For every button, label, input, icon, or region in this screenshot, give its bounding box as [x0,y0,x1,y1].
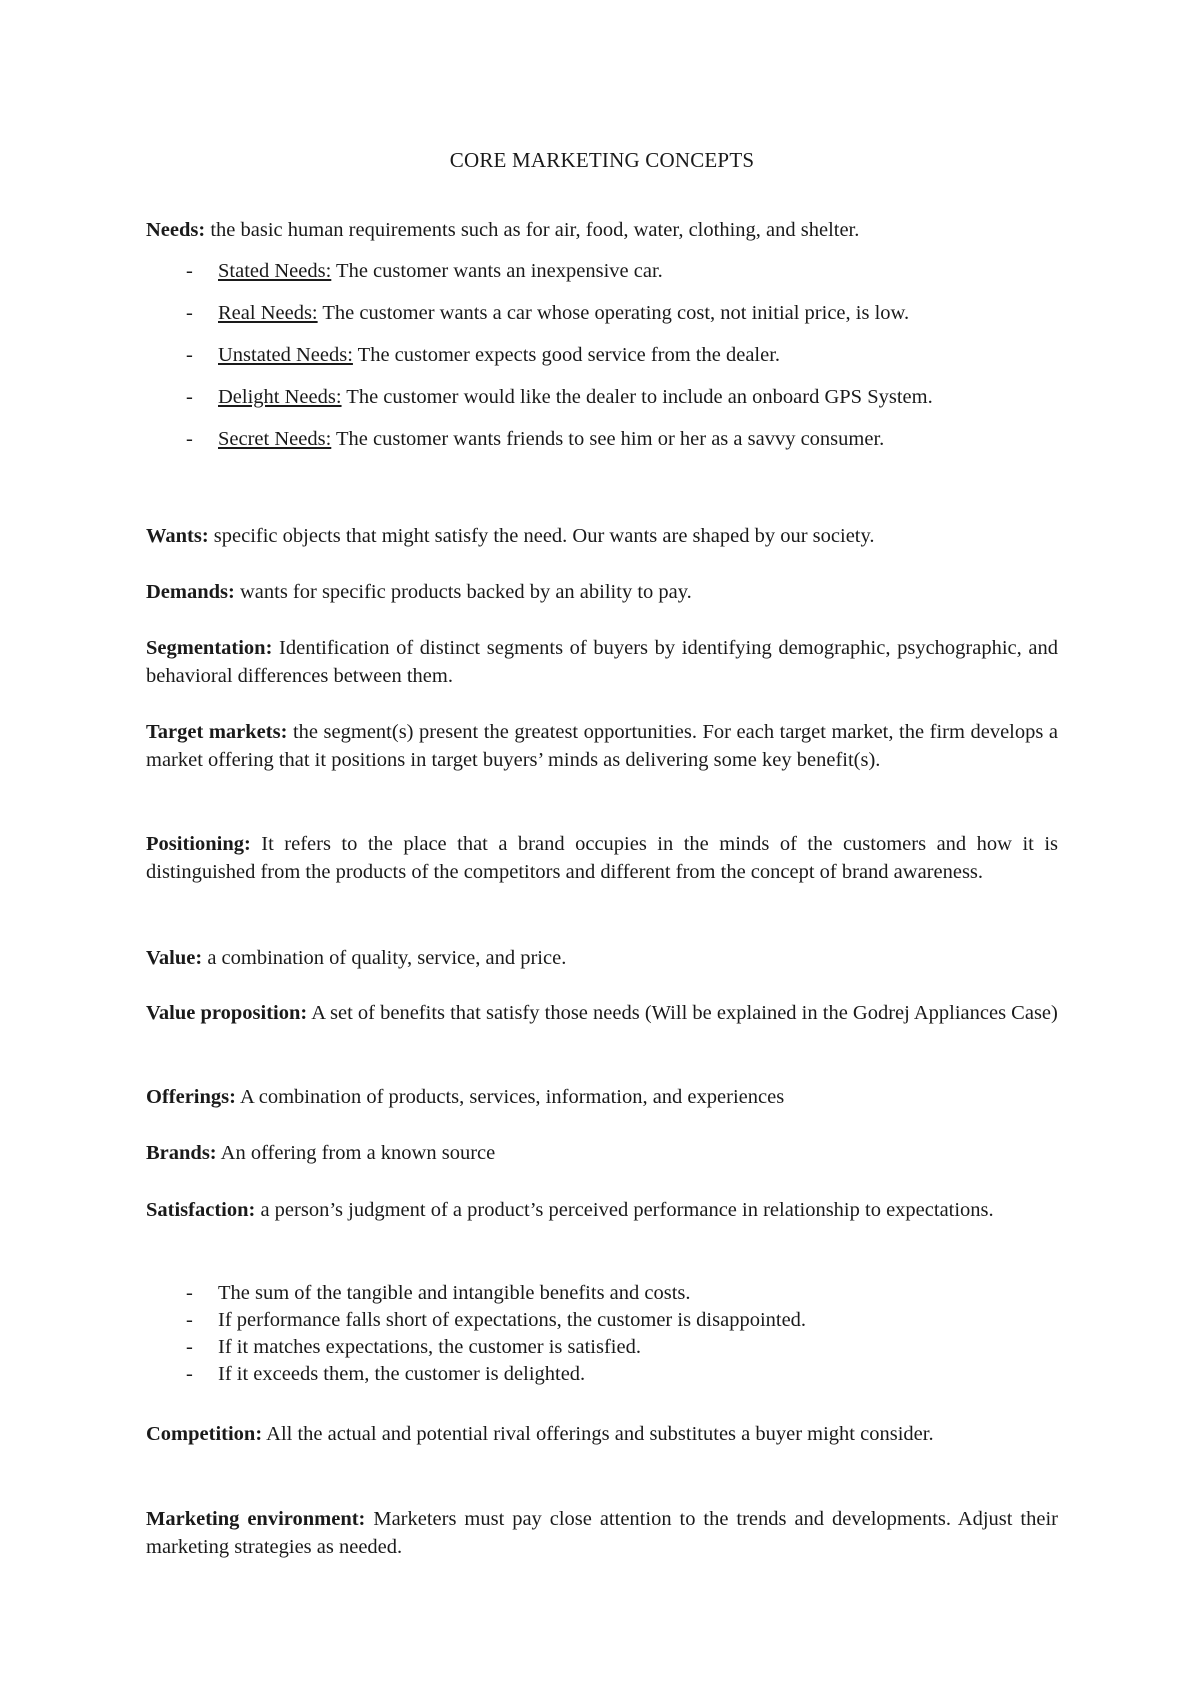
value-text: a combination of quality, service, and price. [202,947,567,969]
needs-definition [146,216,1058,244]
target-markets-text: the segment(s) present the greatest opportunities. For each target market, the firm develops a market offering that it positions in target buyers’ minds as delivering some key benefit(s). [146,721,1058,771]
value-proposition-term: Value proposition: [146,1002,308,1024]
marketing-environment-definition [146,1505,1058,1561]
needs-text: the basic human requirements such as for air, food, water, clothing, and shelter. [205,219,860,241]
list-item: - If it exceeds them, the customer is delighted. [146,1361,1058,1388]
positioning-term: Positioning: [146,833,251,855]
offerings-definition [146,1083,1058,1111]
needs-term: Needs: [146,219,206,241]
list-item-text: The customer expects good service from the dealer. [352,344,781,366]
page-title: CORE MARKETING CONCEPTS [449,148,755,172]
wants-definition [146,522,1058,550]
value-proposition-text: A set of benefits that satisfy those needs (Will be explained in the Godrej Appliances Case) [307,1002,1058,1024]
value-term: Value: [146,947,203,969]
brands-definition [146,1139,1058,1167]
secret-needs-label: Secret Needs: [218,428,332,450]
list-item [146,334,1058,376]
brands-text: An offering from a known source [216,1142,496,1164]
delight-needs-label: Delight Needs: [218,386,342,408]
wants-text: specific objects that might satisfy the need. Our wants are shaped by our society. [208,525,875,547]
unstated-needs-label: Unstated Needs: [218,344,353,366]
satisfaction-term: Satisfaction: [146,1199,256,1221]
needs-list [146,250,1058,460]
list-item [146,376,1058,418]
list-item [146,418,1058,460]
satisfaction-text: a person’s judgment of a product’s perceived performance in relationship to expectations. [255,1199,994,1221]
list-item-text: The customer wants a car whose operating cost, not initial price, is low. [317,302,910,324]
competition-text: All the actual and potential rival offerings and substitutes a buyer might consider. [262,1423,934,1445]
list-item: - If it matches expectations, the customer is satisfied. [146,1334,1058,1361]
satisfaction-definition [146,1196,1058,1224]
list-item: - If performance falls short of expectations, the customer is disappointed. [146,1307,1058,1334]
target-markets-definition [146,718,1058,774]
offerings-term: Offerings: [146,1086,236,1108]
value-proposition-definition [146,999,1058,1027]
demands-text: wants for specific products backed by an ability to pay. [234,581,692,603]
demands-term: Demands: [146,581,235,603]
list-item-text: The customer wants an inexpensive car. [331,260,663,282]
competition-term: Competition: [146,1423,263,1445]
wants-term: Wants: [146,525,209,547]
positioning-text: It refers to the place that a brand occupies in the minds of the customers and how it is distinguished from the products of the competitors and different from the concept of brand awareness. [146,833,1058,883]
list-item-text: The customer would like the dealer to include an onboard GPS System. [341,386,933,408]
competition-definition [146,1420,1058,1448]
list-item [146,250,1058,292]
target-markets-term: Target markets: [146,721,288,743]
positioning-definition [146,830,1058,886]
satisfaction-list [146,1280,1058,1388]
marketing-environment-term: Marketing environment: [146,1508,366,1530]
brands-term: Brands: [146,1142,217,1164]
offerings-text: A combination of products, services, information, and experiences [235,1086,785,1108]
list-item: - The sum of the tangible and intangible benefits and costs. [146,1280,1058,1307]
segmentation-term: Segmentation: [146,637,273,659]
marketing-environment-text: Marketers must pay close attention to the trends and developments. Adjust their marketing strategies as needed. [146,1508,1059,1558]
segmentation-text: Identification of distinct segments of buyers by identifying demographic, psychographic, and behavioral differences between them. [146,637,1058,687]
stated-needs-label: Stated Needs: [218,260,332,282]
segmentation-definition [146,634,1058,690]
value-definition [146,944,1058,972]
list-item [146,292,1058,334]
demands-definition [146,578,1058,606]
list-item-text: The customer wants friends to see him or her as a savvy consumer. [331,428,885,450]
real-needs-label: Real Needs: [218,302,318,324]
